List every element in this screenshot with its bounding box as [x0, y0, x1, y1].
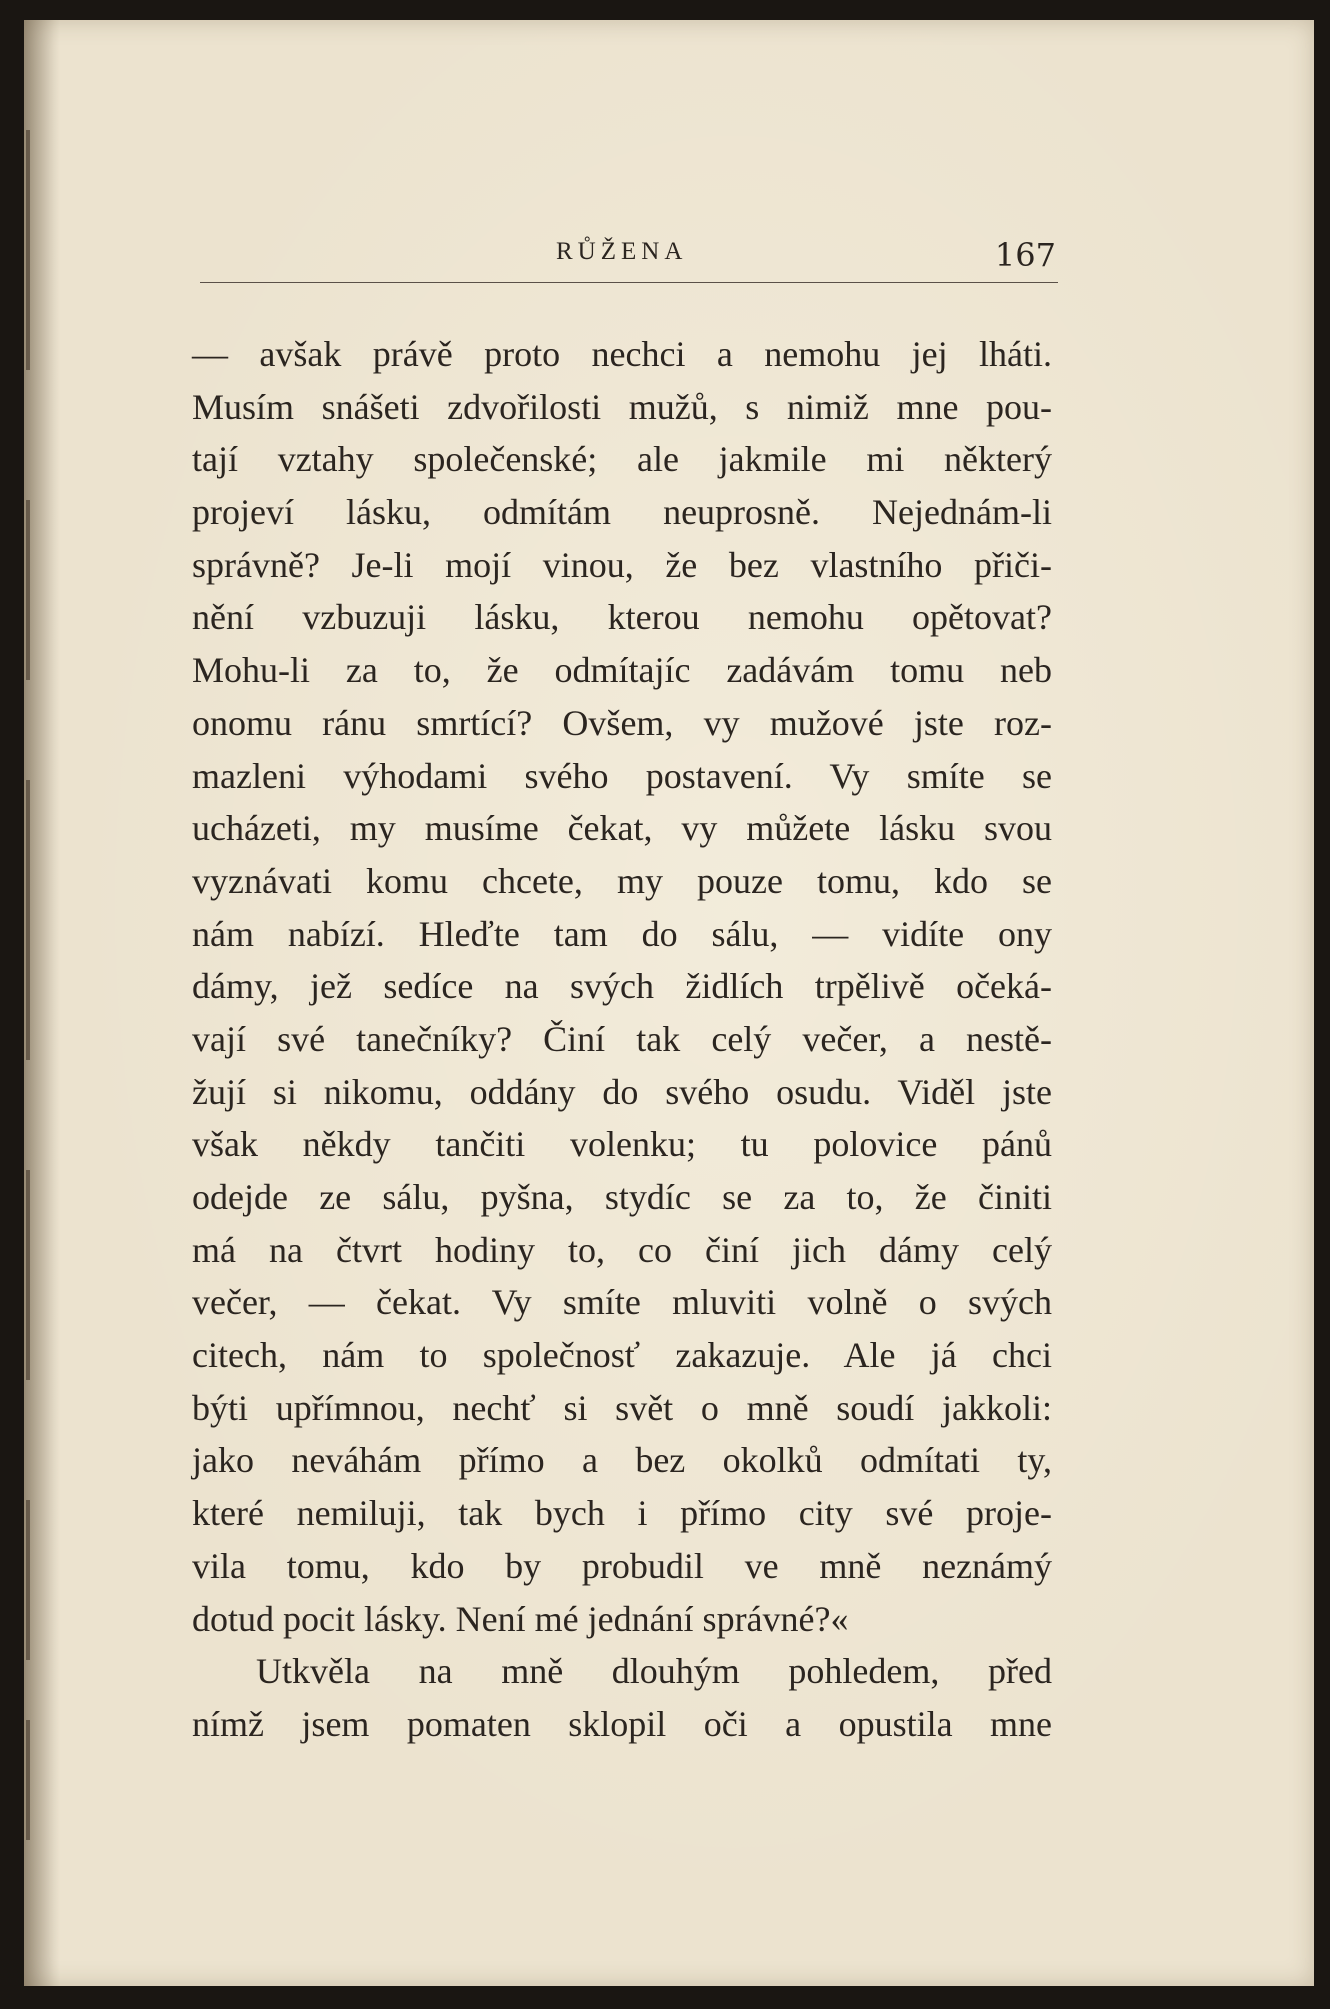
binding-mark — [26, 1500, 30, 1660]
page-number: 167 — [994, 236, 1056, 274]
text-line: večer, — čekat. Vy smíte mluviti volně o svých — [192, 1282, 1052, 1323]
binding-mark — [26, 130, 30, 370]
body-text — [192, 328, 1052, 1751]
text-line: tají vztahy společenské; ale jakmile mi některý — [192, 439, 1052, 480]
text-line: odejde ze sálu, pyšna, stydíc se za to, že činiti — [192, 1177, 1052, 1217]
text-line: správně? Je-li mojí vinou, že bez vlastního přiči- — [192, 544, 1052, 585]
text-line: mazleni výhodami svého postavení. Vy smíte se — [192, 755, 1052, 796]
text-line: vyznávati komu chcete, my pouze tomu, kdo se — [192, 860, 1052, 901]
text-line: — avšak právě proto nechci a nemohu jej lháti. — [192, 334, 1052, 374]
text-line: ucházeti, my musíme čekat, vy můžete lásku svou — [192, 808, 1052, 849]
text-line: Utkvěla na mně dlouhým pohledem, před — [256, 1651, 1052, 1692]
text-line: však někdy tančiti volenku; tu polovice pánů — [192, 1124, 1052, 1165]
page-header — [200, 232, 1060, 280]
binding-mark — [26, 1170, 30, 1380]
text-line: nění vzbuzuji lásku, kterou nemohu opětovat? — [192, 597, 1052, 638]
text-line: Musím snášeti zdvořilosti mužů, s nimiž mne pou- — [192, 386, 1052, 427]
text-line: dámy, jež sedíce na svých židlích trpělivě očeká- — [192, 966, 1052, 1007]
text-line: býti upřímnou, nechť si svět o mně soudí jakkoli: — [192, 1387, 1052, 1428]
running-title: RŮŽENA — [556, 238, 688, 265]
text-line: má na čtvrt hodiny to, co činí jich dámy celý — [192, 1229, 1052, 1270]
text-line: onomu ránu smrtící? Ovšem, vy mužové jste roz- — [192, 702, 1052, 743]
binding-mark — [26, 500, 30, 680]
text-line: které nemiluji, tak bych i přímo city své proje- — [192, 1493, 1052, 1534]
text-line: nám nabízí. Hleďte tam do sálu, — vidíte ony — [192, 913, 1052, 954]
text-line: nímž jsem pomaten sklopil oči a opustila mne — [192, 1703, 1052, 1744]
text-line: dotud pocit lásky. Není mé jednání správné?« — [192, 1598, 849, 1639]
text-line: žují si nikomu, oddány do svého osudu. Viděl jste — [192, 1071, 1052, 1112]
binding-mark — [26, 780, 30, 1060]
binding-mark — [26, 1720, 30, 1840]
text-line: vila tomu, kdo by probudil ve mně neznámý — [192, 1545, 1052, 1586]
text-line: vají své tanečníky? Činí tak celý večer, a nestě- — [192, 1018, 1052, 1059]
text-line: citech, nám to společnosť zakazuje. Ale já chci — [192, 1335, 1052, 1376]
text-line: jako neváhám přímo a bez okolků odmítati ty, — [192, 1440, 1052, 1481]
text-line: Mohu-li za to, že odmítajíc zadávám tomu neb — [192, 650, 1052, 691]
header-rule — [200, 282, 1058, 283]
text-line: projeví lásku, odmítám neuprosně. Nejednám-li — [192, 492, 1052, 533]
